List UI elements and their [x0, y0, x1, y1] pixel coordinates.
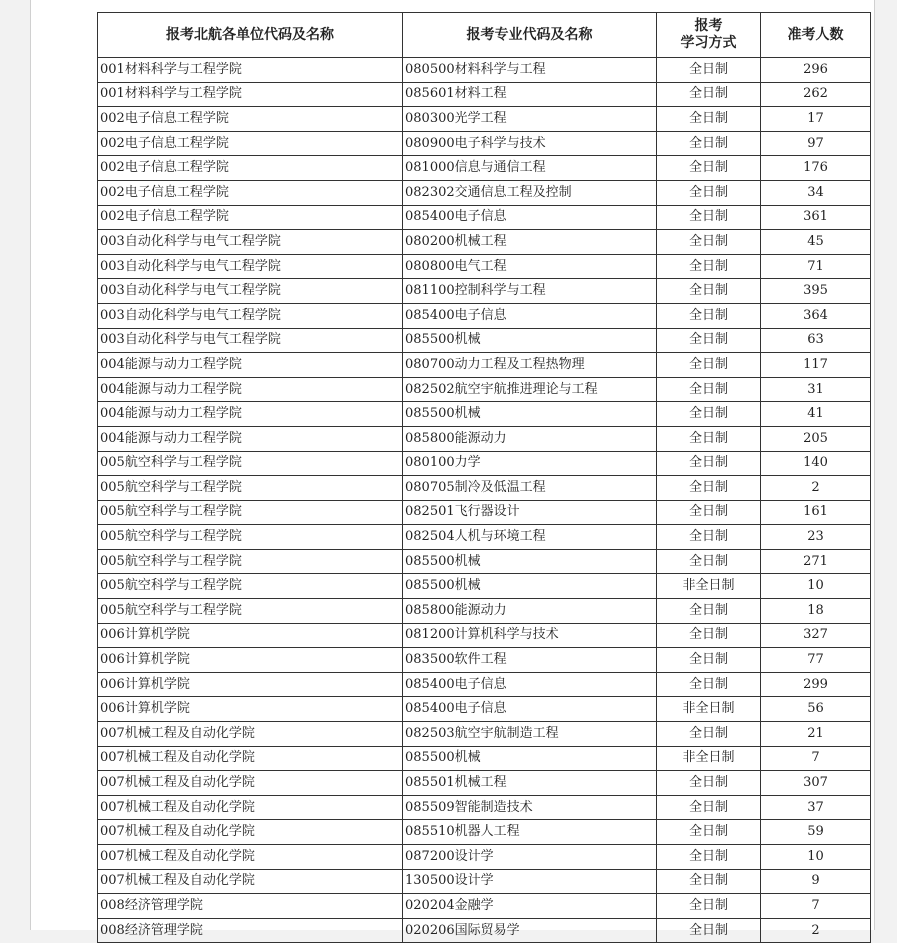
table-row: [98, 131, 871, 156]
cell-major: 130500设计学: [403, 869, 657, 894]
cell-unit: 003自动化科学与电气工程学院: [98, 328, 403, 353]
cell-unit: 007机械工程及自动化学院: [98, 820, 403, 845]
cell-unit: 004能源与动力工程学院: [98, 377, 403, 402]
cell-major: 081100控制科学与工程: [403, 279, 657, 304]
cell-major: 085500机械: [403, 328, 657, 353]
table-row: [98, 205, 871, 230]
cell-major: 080800电气工程: [403, 254, 657, 279]
cell-unit: 005航空科学与工程学院: [98, 574, 403, 599]
table-row: [98, 672, 871, 697]
cell-study-mode: 全日制: [657, 426, 761, 451]
header-major: 报考专业代码及名称: [403, 13, 657, 58]
cell-candidate-count: 10: [761, 845, 871, 870]
document-page: [30, 0, 875, 938]
cell-major: 080700动力工程及工程热物理: [403, 353, 657, 378]
cell-candidate-count: 77: [761, 648, 871, 673]
cell-study-mode: 全日制: [657, 599, 761, 624]
cell-candidate-count: 18: [761, 599, 871, 624]
cell-candidate-count: 327: [761, 623, 871, 648]
table-row: [98, 869, 871, 894]
cell-major: 085400电子信息: [403, 672, 657, 697]
cell-major: 082502航空宇航推进理论与工程: [403, 377, 657, 402]
cell-unit: 005航空科学与工程学院: [98, 500, 403, 525]
cell-major: 080100力学: [403, 451, 657, 476]
cell-study-mode: 全日制: [657, 820, 761, 845]
cell-unit: 006计算机学院: [98, 623, 403, 648]
header-unit: 报考北航各单位代码及名称: [98, 13, 403, 58]
cell-study-mode: 全日制: [657, 402, 761, 427]
cell-major: 080200机械工程: [403, 230, 657, 255]
cell-candidate-count: 10: [761, 574, 871, 599]
cell-candidate-count: 41: [761, 402, 871, 427]
cell-major: 020206国际贸易学: [403, 918, 657, 943]
cell-study-mode: 全日制: [657, 180, 761, 205]
cell-major: 083500软件工程: [403, 648, 657, 673]
cell-major: 080500材料科学与工程: [403, 58, 657, 83]
cell-candidate-count: 262: [761, 82, 871, 107]
table-row: [98, 451, 871, 476]
cell-major: 082501飞行器设计: [403, 500, 657, 525]
cell-candidate-count: 271: [761, 549, 871, 574]
table-row: [98, 599, 871, 624]
cell-major: 087200设计学: [403, 845, 657, 870]
table-row: [98, 746, 871, 771]
cell-candidate-count: 21: [761, 722, 871, 747]
header-study-mode-line2: 学习方式: [680, 35, 737, 51]
admission-count-table: [97, 12, 871, 943]
cell-candidate-count: 56: [761, 697, 871, 722]
table-row: [98, 156, 871, 181]
cell-study-mode: 全日制: [657, 156, 761, 181]
table-row: [98, 771, 871, 796]
cell-candidate-count: 2: [761, 918, 871, 943]
cell-unit: 007机械工程及自动化学院: [98, 771, 403, 796]
cell-study-mode: 全日制: [657, 107, 761, 132]
table-row: [98, 377, 871, 402]
cell-unit: 007机械工程及自动化学院: [98, 845, 403, 870]
table-row: [98, 894, 871, 919]
cell-study-mode: 全日制: [657, 795, 761, 820]
table-row: [98, 525, 871, 550]
table-row: [98, 549, 871, 574]
table-body: [98, 58, 871, 943]
cell-major: 082504人机与环境工程: [403, 525, 657, 550]
cell-study-mode: 全日制: [657, 254, 761, 279]
cell-unit: 006计算机学院: [98, 648, 403, 673]
table-header-row: [98, 13, 871, 58]
cell-unit: 004能源与动力工程学院: [98, 353, 403, 378]
cell-study-mode: 全日制: [657, 525, 761, 550]
cell-study-mode: 全日制: [657, 476, 761, 501]
table-row: [98, 697, 871, 722]
cell-study-mode: 全日制: [657, 205, 761, 230]
cell-major: 085800能源动力: [403, 426, 657, 451]
cell-study-mode: 全日制: [657, 328, 761, 353]
cell-unit: 004能源与动力工程学院: [98, 402, 403, 427]
cell-study-mode: 全日制: [657, 303, 761, 328]
table-row: [98, 353, 871, 378]
cell-study-mode: 全日制: [657, 672, 761, 697]
table-row: [98, 303, 871, 328]
cell-study-mode: 全日制: [657, 131, 761, 156]
cell-study-mode: 全日制: [657, 82, 761, 107]
cell-unit: 005航空科学与工程学院: [98, 476, 403, 501]
cell-study-mode: 全日制: [657, 722, 761, 747]
table-row: [98, 574, 871, 599]
cell-candidate-count: 23: [761, 525, 871, 550]
cell-major: 085400电子信息: [403, 697, 657, 722]
cell-study-mode: 非全日制: [657, 746, 761, 771]
cell-candidate-count: 2: [761, 476, 871, 501]
cell-study-mode: 非全日制: [657, 574, 761, 599]
table-row: [98, 107, 871, 132]
cell-study-mode: 全日制: [657, 377, 761, 402]
cell-major: 082302交通信息工程及控制: [403, 180, 657, 205]
cell-major: 020204金融学: [403, 894, 657, 919]
cell-unit: 003自动化科学与电气工程学院: [98, 230, 403, 255]
cell-candidate-count: 296: [761, 58, 871, 83]
cell-candidate-count: 31: [761, 377, 871, 402]
cell-candidate-count: 45: [761, 230, 871, 255]
table-row: [98, 254, 871, 279]
cell-study-mode: 全日制: [657, 230, 761, 255]
cell-study-mode: 全日制: [657, 549, 761, 574]
table-row: [98, 82, 871, 107]
cell-study-mode: 非全日制: [657, 697, 761, 722]
cell-candidate-count: 140: [761, 451, 871, 476]
cell-major: 085500机械: [403, 574, 657, 599]
cell-major: 085400电子信息: [403, 303, 657, 328]
table-row: [98, 845, 871, 870]
cell-candidate-count: 361: [761, 205, 871, 230]
cell-unit: 007机械工程及自动化学院: [98, 722, 403, 747]
cell-study-mode: 全日制: [657, 451, 761, 476]
table-row: [98, 820, 871, 845]
cell-unit: 002电子信息工程学院: [98, 156, 403, 181]
cell-candidate-count: 17: [761, 107, 871, 132]
cell-study-mode: 全日制: [657, 58, 761, 83]
cell-candidate-count: 59: [761, 820, 871, 845]
cell-study-mode: 全日制: [657, 648, 761, 673]
cell-candidate-count: 161: [761, 500, 871, 525]
cell-unit: 008经济管理学院: [98, 894, 403, 919]
cell-unit: 005航空科学与工程学院: [98, 549, 403, 574]
header-study-mode-line1: 报考: [694, 18, 723, 34]
cell-candidate-count: 71: [761, 254, 871, 279]
cell-major: 085501机械工程: [403, 771, 657, 796]
cell-unit: 001材料科学与工程学院: [98, 82, 403, 107]
cell-candidate-count: 205: [761, 426, 871, 451]
cell-unit: 007机械工程及自动化学院: [98, 795, 403, 820]
cell-major: 080900电子科学与技术: [403, 131, 657, 156]
header-candidate-count: 准考人数: [761, 13, 871, 58]
cell-candidate-count: 117: [761, 353, 871, 378]
cell-unit: 005航空科学与工程学院: [98, 525, 403, 550]
cell-unit: 002电子信息工程学院: [98, 131, 403, 156]
cell-major: 085601材料工程: [403, 82, 657, 107]
table-row: [98, 476, 871, 501]
header-study-mode: [657, 13, 761, 58]
table-row: [98, 279, 871, 304]
cell-candidate-count: 97: [761, 131, 871, 156]
cell-candidate-count: 364: [761, 303, 871, 328]
cell-unit: 006计算机学院: [98, 697, 403, 722]
cell-candidate-count: 299: [761, 672, 871, 697]
cell-unit: 002电子信息工程学院: [98, 180, 403, 205]
cell-major: 085500机械: [403, 402, 657, 427]
cell-unit: 003自动化科学与电气工程学院: [98, 303, 403, 328]
cell-unit: 003自动化科学与电气工程学院: [98, 279, 403, 304]
cell-study-mode: 全日制: [657, 500, 761, 525]
cell-candidate-count: 176: [761, 156, 871, 181]
cell-major: 082503航空宇航制造工程: [403, 722, 657, 747]
table-row: [98, 648, 871, 673]
table-row: [98, 795, 871, 820]
cell-unit: 007机械工程及自动化学院: [98, 746, 403, 771]
cell-unit: 002电子信息工程学院: [98, 205, 403, 230]
cell-candidate-count: 9: [761, 869, 871, 894]
cell-unit: 008经济管理学院: [98, 918, 403, 943]
table-row: [98, 722, 871, 747]
cell-study-mode: 全日制: [657, 623, 761, 648]
cell-candidate-count: 37: [761, 795, 871, 820]
cell-unit: 001材料科学与工程学院: [98, 58, 403, 83]
cell-major: 085400电子信息: [403, 205, 657, 230]
cell-major: 081200计算机科学与技术: [403, 623, 657, 648]
cell-study-mode: 全日制: [657, 279, 761, 304]
cell-unit: 006计算机学院: [98, 672, 403, 697]
table-row: [98, 180, 871, 205]
table-row: [98, 426, 871, 451]
cell-unit: 004能源与动力工程学院: [98, 426, 403, 451]
cell-unit: 007机械工程及自动化学院: [98, 869, 403, 894]
cell-unit: 005航空科学与工程学院: [98, 451, 403, 476]
cell-unit: 005航空科学与工程学院: [98, 599, 403, 624]
cell-candidate-count: 307: [761, 771, 871, 796]
cell-candidate-count: 7: [761, 894, 871, 919]
cell-study-mode: 全日制: [657, 869, 761, 894]
table-row: [98, 402, 871, 427]
table-row: [98, 500, 871, 525]
cell-major: 085510机器人工程: [403, 820, 657, 845]
cell-major: 080705制冷及低温工程: [403, 476, 657, 501]
cell-unit: 003自动化科学与电气工程学院: [98, 254, 403, 279]
table-row: [98, 230, 871, 255]
table-row: [98, 328, 871, 353]
cell-major: 085500机械: [403, 549, 657, 574]
cell-study-mode: 全日制: [657, 845, 761, 870]
cell-major: 085500机械: [403, 746, 657, 771]
table-row: [98, 58, 871, 83]
cell-candidate-count: 34: [761, 180, 871, 205]
cell-unit: 002电子信息工程学院: [98, 107, 403, 132]
table-row: [98, 918, 871, 943]
cell-major: 085800能源动力: [403, 599, 657, 624]
cell-study-mode: 全日制: [657, 894, 761, 919]
cell-major: 085509智能制造技术: [403, 795, 657, 820]
cell-candidate-count: 395: [761, 279, 871, 304]
cell-study-mode: 全日制: [657, 353, 761, 378]
cell-candidate-count: 63: [761, 328, 871, 353]
cell-major: 080300光学工程: [403, 107, 657, 132]
cell-study-mode: 全日制: [657, 771, 761, 796]
cell-candidate-count: 7: [761, 746, 871, 771]
table-row: [98, 623, 871, 648]
cell-major: 081000信息与通信工程: [403, 156, 657, 181]
cell-study-mode: 全日制: [657, 918, 761, 943]
